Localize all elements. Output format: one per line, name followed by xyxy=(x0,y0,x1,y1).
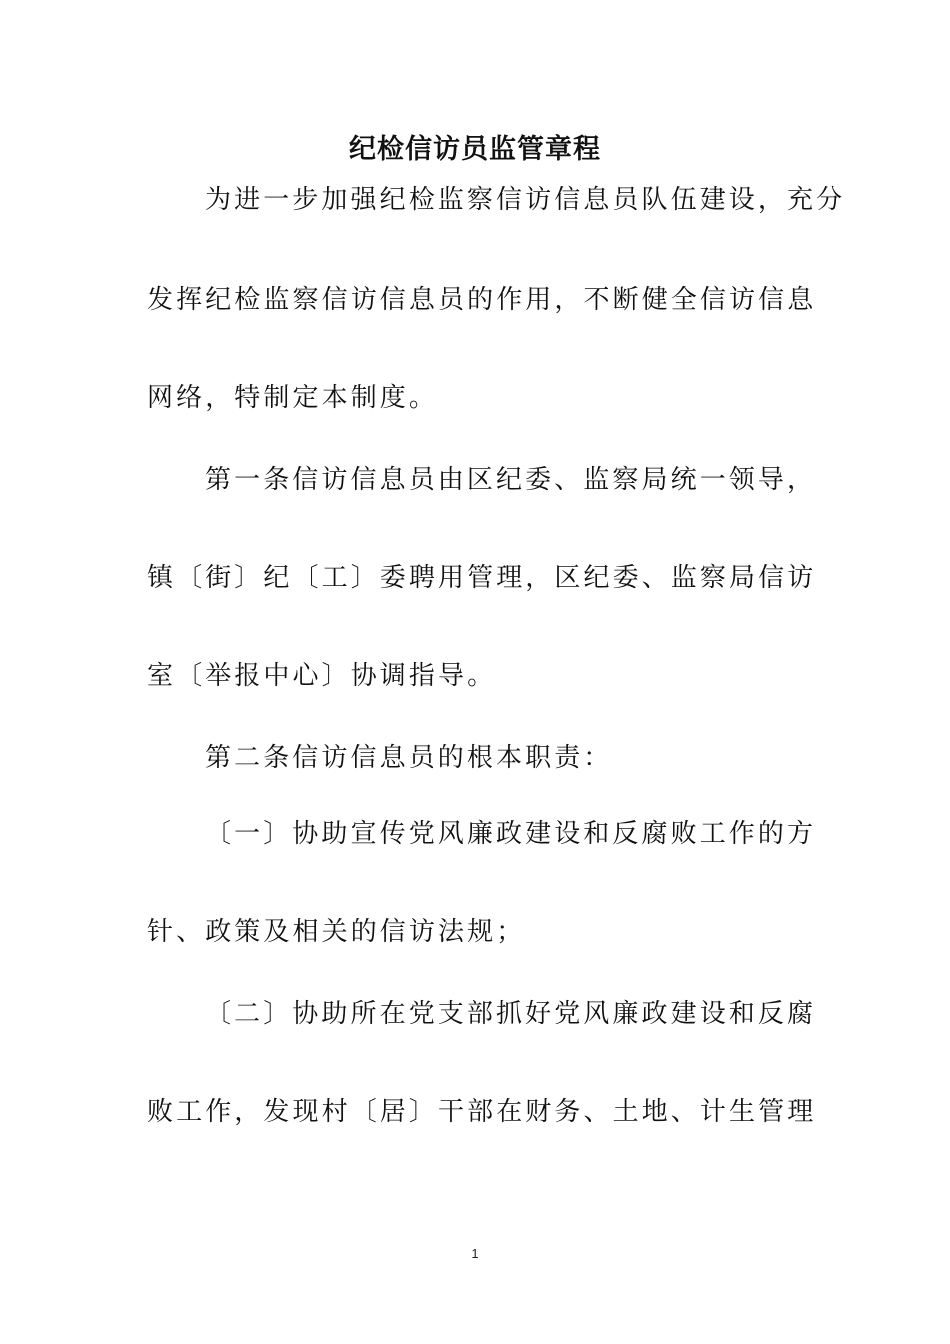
paragraph-line: 第一条信访信息员由区纪委、监察局统一领导， xyxy=(205,465,817,495)
paragraph-line: 〔二〕协助所在党支部抓好党风廉政建设和反腐 xyxy=(205,999,817,1029)
paragraph-line: 针、政策及相关的信访法规； xyxy=(147,917,526,947)
paragraph-line: 败工作，发现村〔居〕干部在财务、土地、计生管理 xyxy=(147,1097,817,1127)
paragraph-line: 网络，特制定本制度。 xyxy=(147,383,439,413)
document-title: 纪检信访员监管章程 xyxy=(349,134,601,165)
page-number: 1 xyxy=(471,1246,479,1261)
paragraph-line: 第二条信访信息员的根本职责： xyxy=(205,743,613,773)
paragraph-line: 〔一〕协助宣传党风廉政建设和反腐败工作的方 xyxy=(205,819,817,849)
paragraph-line: 为进一步加强纪检监察信访信息员队伍建设，充分 xyxy=(205,185,846,215)
paragraph-line: 发挥纪检监察信访信息员的作用，不断健全信访信息 xyxy=(147,285,817,315)
paragraph-line: 镇〔街〕纪〔工〕委聘用管理，区纪委、监察局信访 xyxy=(147,563,817,593)
paragraph-line: 室〔举报中心〕协调指导。 xyxy=(147,661,497,691)
